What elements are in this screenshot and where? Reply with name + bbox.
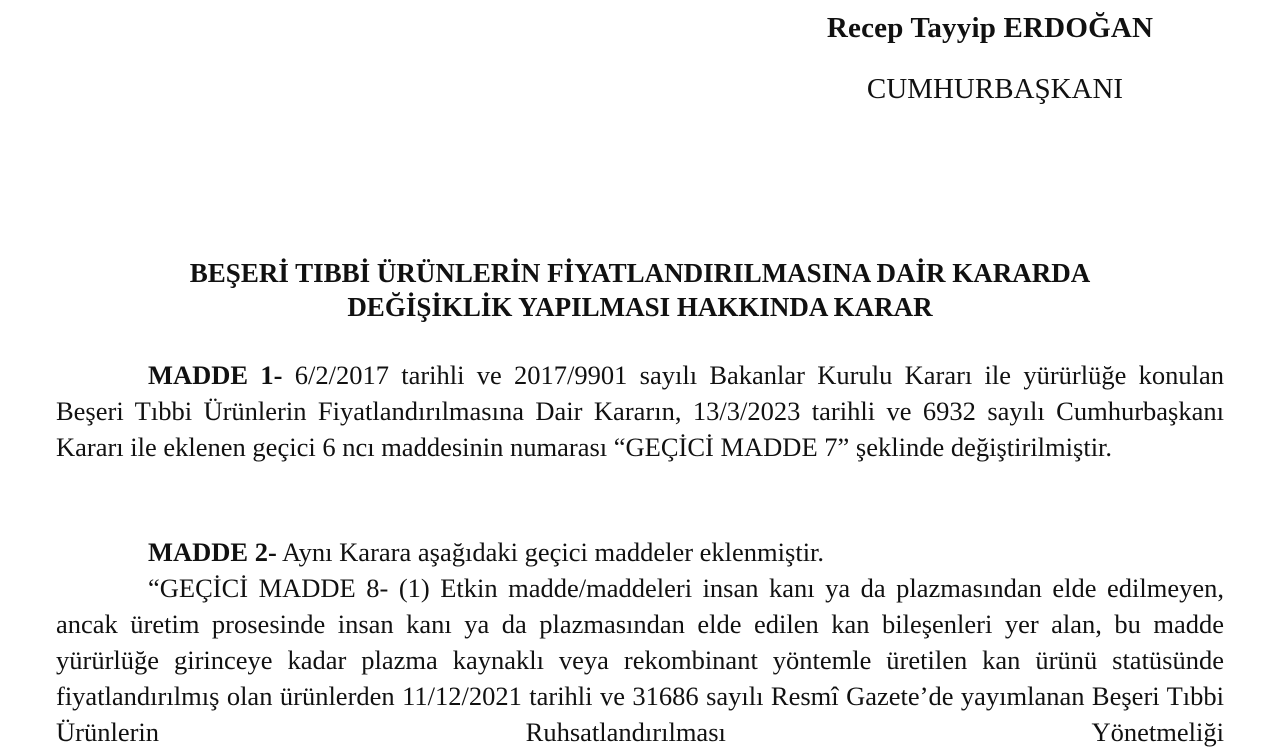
- signature-block: [770, 8, 1210, 109]
- document-title: [0, 256, 1280, 324]
- document-title-line-1: BEŞERİ TIBBİ ÜRÜNLERİN FİYATLANDIRILMASINA DAİR KARARDA: [189, 258, 1091, 288]
- article-2-text: Aynı Karara aşağıdaki geçici maddeler eklenmiştir.: [276, 537, 825, 567]
- temporary-article-8-paragraph: “GEÇİCİ MADDE 8- (1) Etkin madde/maddeleri insan kanı ya da plazmasından elde edilmeyen, ancak üretim prosesinde insan kanı ya da plazmasından elde edilen kan bileşenleri yer alan, bu madde yürürlüğe girinceye kadar plazma kaynaklı veya rekombinant yöntemle üretilen kan ürünü statüsünde fiyatlandırılmış olan ürünlerden 11/12/2021 tarihli ve 31686 sayılı Resmî Gazete’de yayımlanan Beşeri Tıbbi Ürünlerin Ruhsatlandırılması Yönetmeliği: [56, 573, 1224, 747]
- article-2: [56, 534, 1224, 750]
- signer-title: CUMHURBAŞKANI: [866, 73, 1124, 105]
- article-2-paragraph: [56, 534, 1224, 570]
- article-2-label: MADDE 2-: [148, 537, 277, 567]
- article-1: [56, 357, 1224, 465]
- signer-name: Recep Tayyip ERDOĞAN: [826, 12, 1154, 44]
- article-1-text: 6/2/2017 tarihli ve 2017/9901 sayılı Bakanlar Kurulu Kararı ile yürürlüğe konulan Beşeri Tıbbi Ürünlerin Fiyatlandırılmasına Dair Kararın, 13/3/2023 tarihli ve 6932 sayılı Cumhurbaşkanı Kararı ile eklenen geçici 6 ncı maddesinin numarası “GEÇİCİ MADDE 7” şeklinde değiştirilmiştir.: [56, 360, 1224, 462]
- article-1-paragraph: [56, 357, 1224, 465]
- document-title-line-2: DEĞİŞİKLİK YAPILMASI HAKKINDA KARAR: [347, 292, 933, 322]
- article-1-label: MADDE 1-: [148, 360, 283, 390]
